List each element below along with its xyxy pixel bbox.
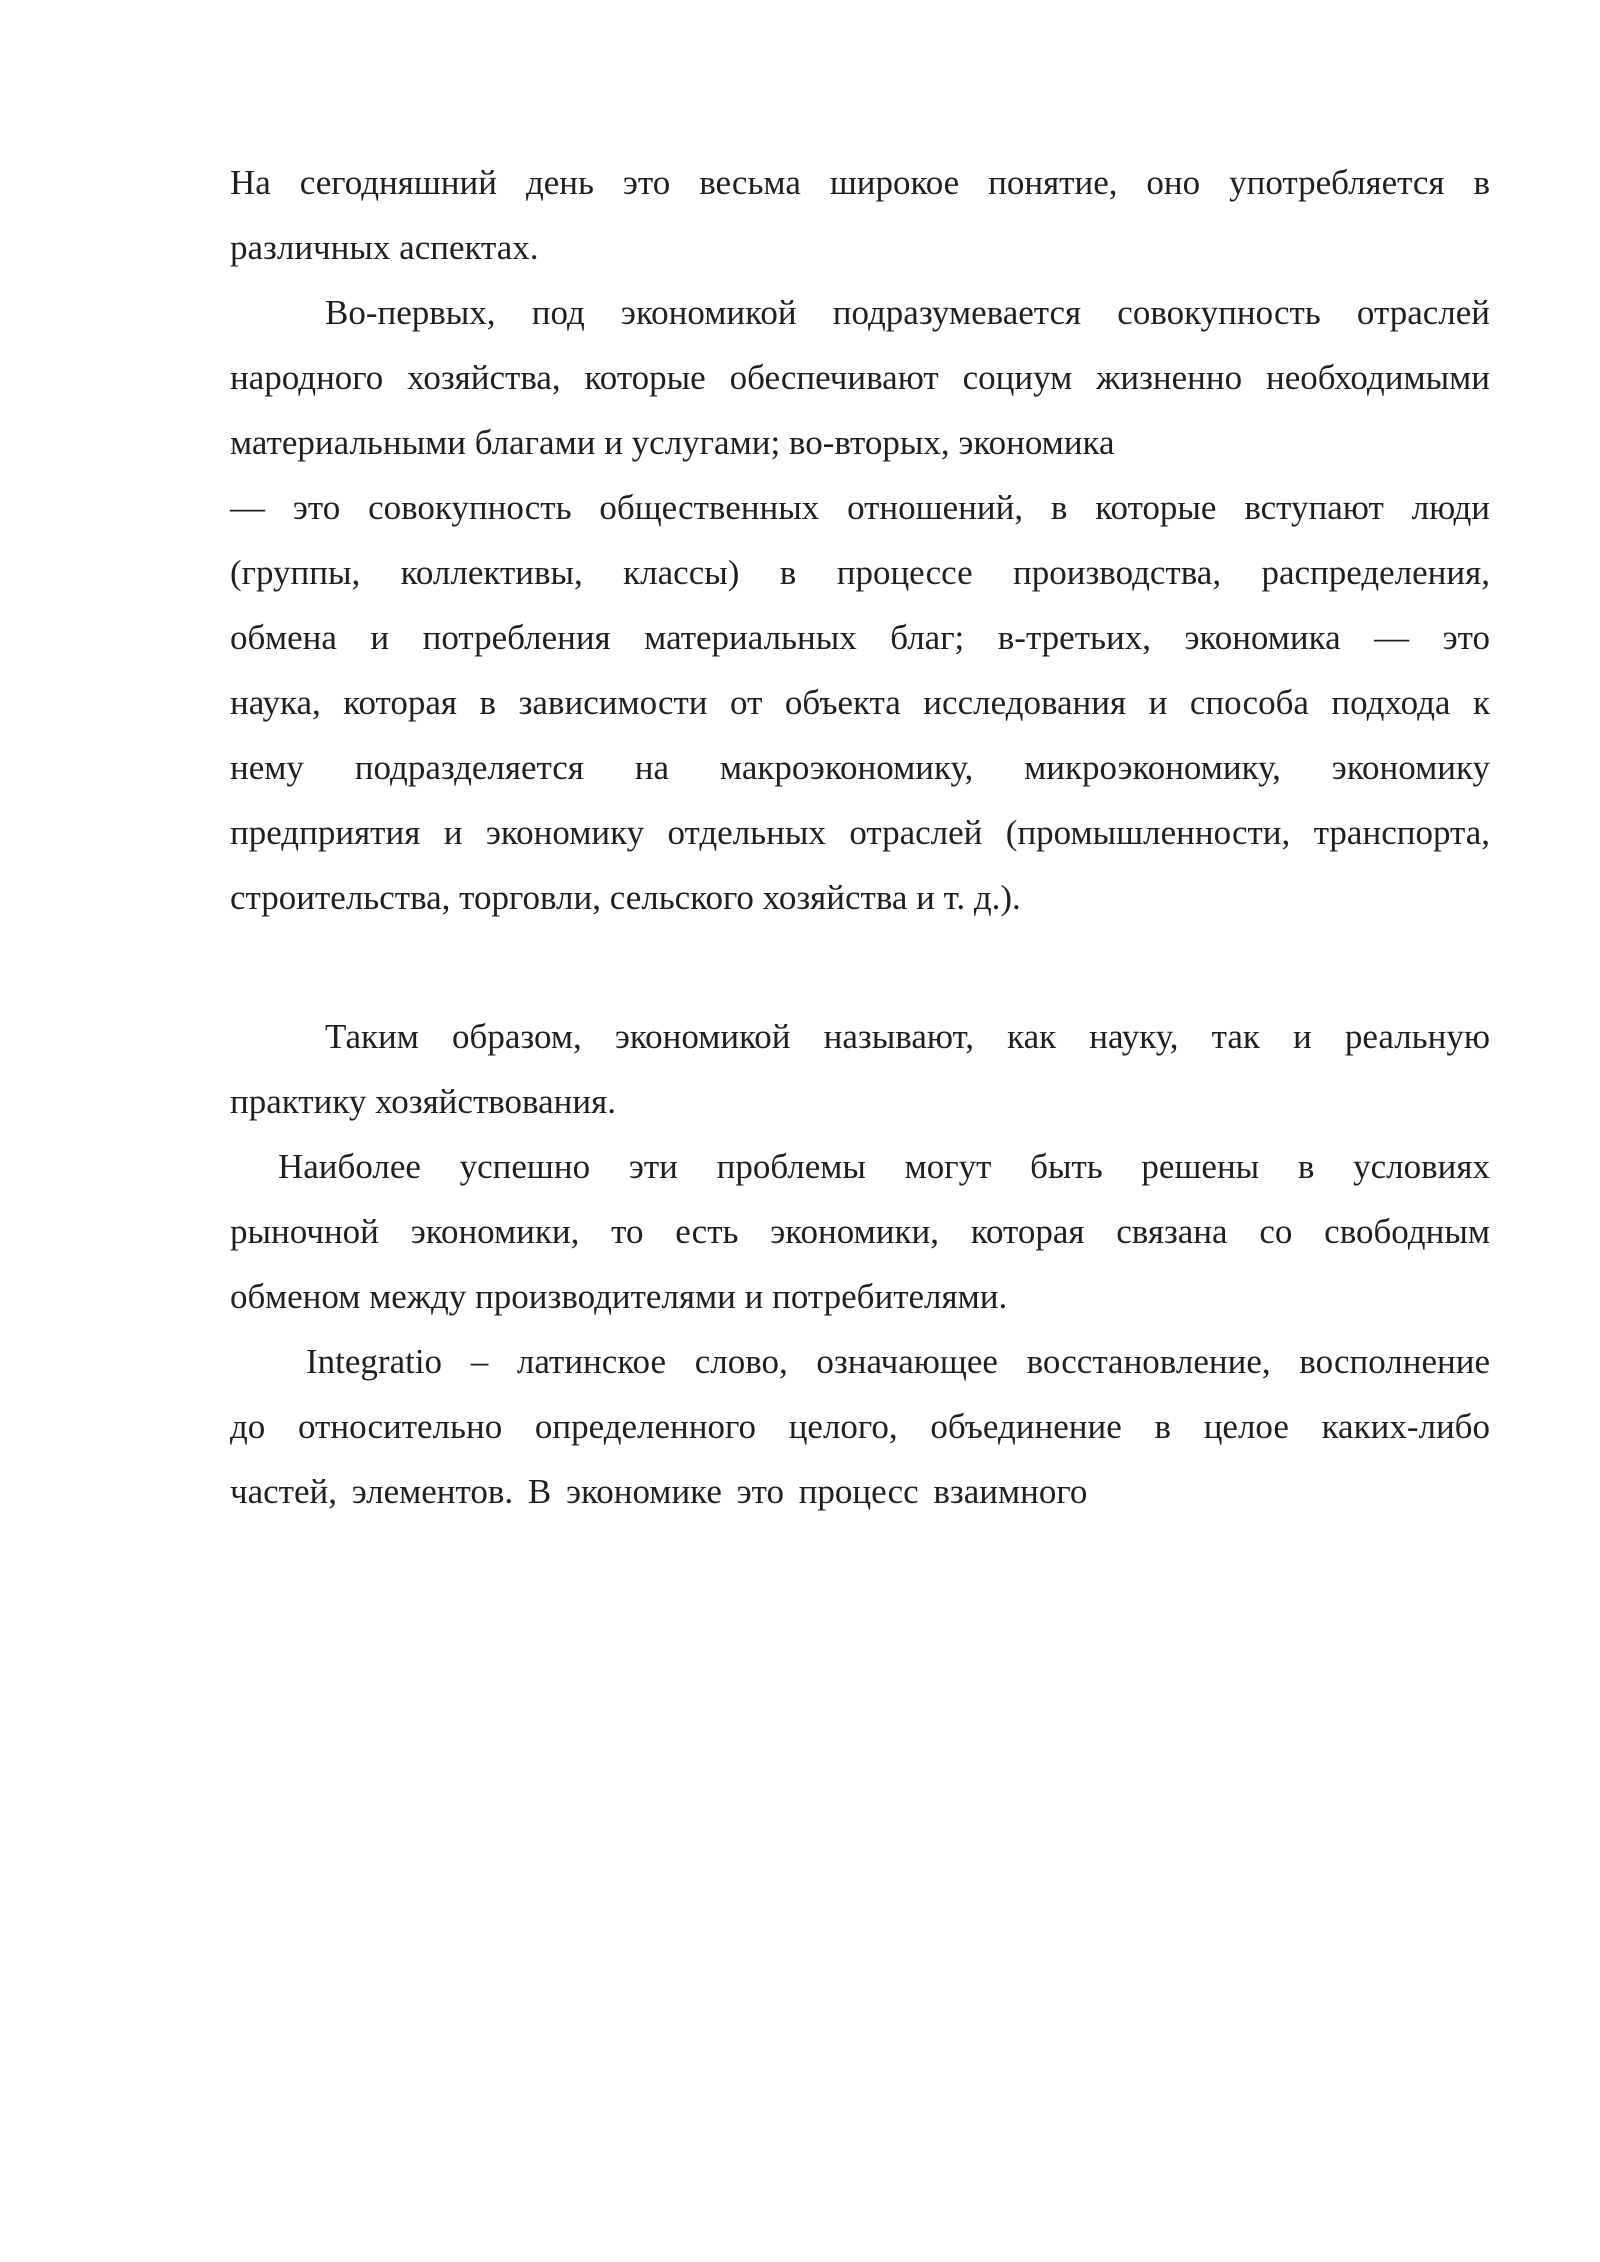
text-line: практику хозяйствования. xyxy=(230,1082,616,1121)
text-line: народного хозяйства, которые обеспечивают социум жизненно необходимыми xyxy=(230,358,1490,397)
text-line: Integratio – латинское слово, означающее восстановление, восполнение xyxy=(306,1342,1490,1381)
text-line: Наиболее успешно эти проблемы могут быть решены в условиях xyxy=(278,1147,1490,1186)
paragraph-4 xyxy=(230,1134,1490,1329)
document-body xyxy=(230,150,1490,1524)
text-line: наука, которая в зависимости от объекта исследования и способа подхода к xyxy=(230,683,1490,722)
text-line: различных аспектах. xyxy=(230,228,539,267)
text-line: обменом между производителями и потребителями. xyxy=(230,1277,1008,1316)
paragraph-1 xyxy=(230,150,1490,280)
paragraph-5 xyxy=(230,1329,1490,1524)
text-line: строительства, торговли, сельского хозяйства и т. д.). xyxy=(230,878,1021,917)
text-line: нему подразделяется на макроэкономику, микроэкономику, экономику xyxy=(230,748,1490,787)
paragraph-3 xyxy=(230,1004,1490,1134)
text-line: Во-первых, под экономикой подразумевается совокупность отраслей xyxy=(325,293,1490,332)
paragraph-gap xyxy=(230,930,1490,1004)
text-line: частей, элементов. В экономике это процесс взаимного xyxy=(230,1472,1088,1511)
text-line: рыночной экономики, то есть экономики, которая связана со свободным xyxy=(230,1212,1490,1251)
paragraph-2 xyxy=(230,280,1490,930)
text-line: На сегодняшний день это весьма широкое понятие, оно употребляется в xyxy=(230,163,1490,202)
text-line: обмена и потребления материальных благ; в-третьих, экономика — это xyxy=(230,618,1490,657)
text-line: Таким образом, экономикой называют, как науку, так и реальную xyxy=(325,1017,1490,1056)
text-line: (группы, коллективы, классы) в процессе производства, распределения, xyxy=(230,553,1490,592)
text-line: материальными благами и услугами; во-вторых, экономика xyxy=(230,423,1115,462)
text-line: до относительно определенного целого, объединение в целое каких-либо xyxy=(230,1407,1490,1446)
text-line: предприятия и экономику отдельных отраслей (промышленности, транспорта, xyxy=(230,813,1490,852)
text-line: — это совокупность общественных отношений, в которые вступают люди xyxy=(230,488,1490,527)
